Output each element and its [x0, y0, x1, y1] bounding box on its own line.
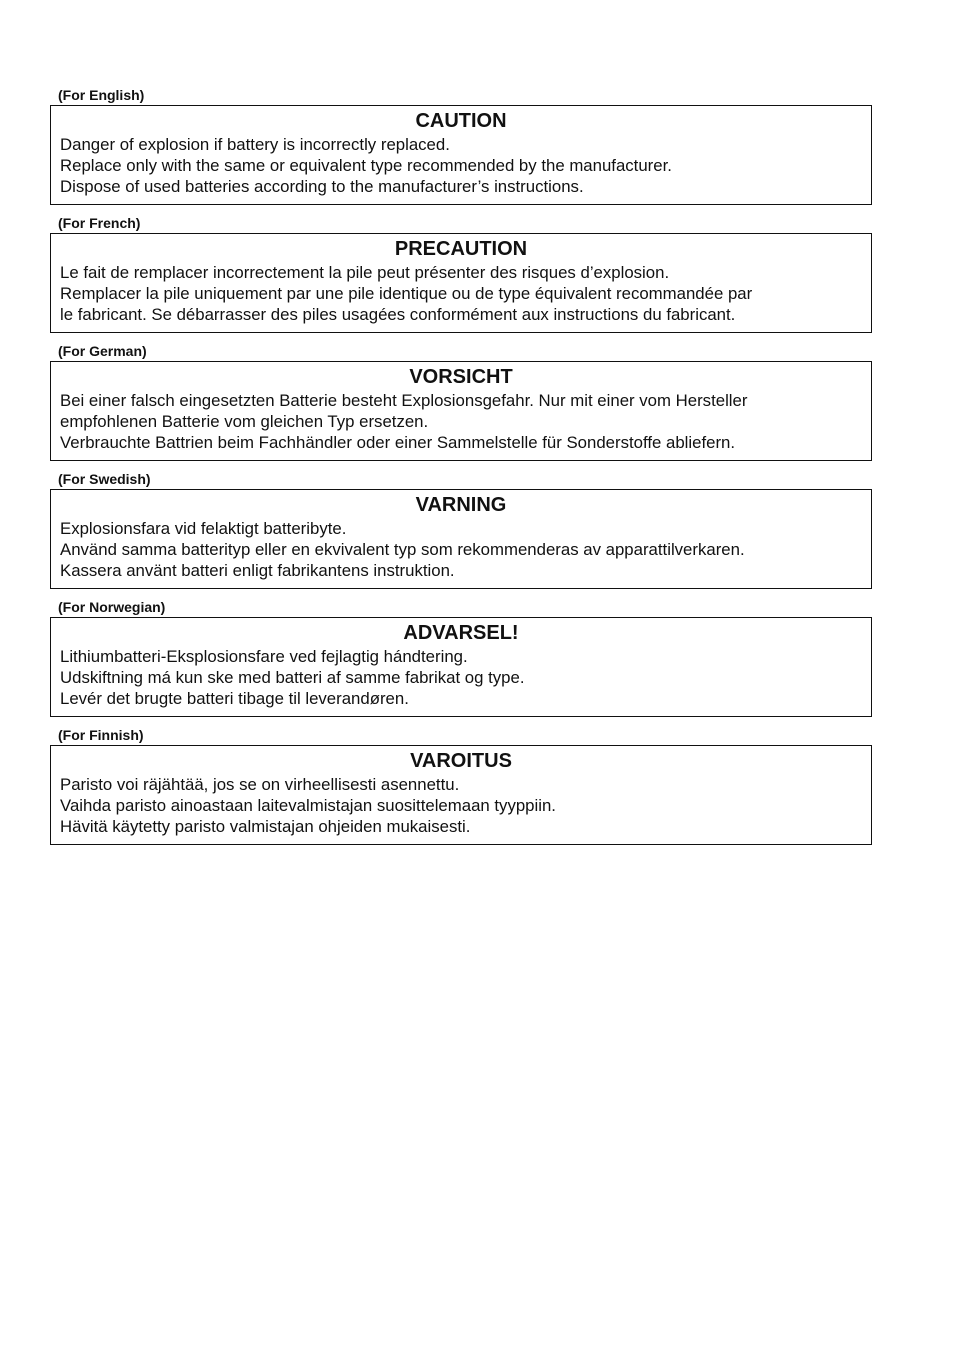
- warning-box: [50, 105, 872, 205]
- warning-title: PRECAUTION: [394, 238, 528, 260]
- warning-title: VORSICHT: [409, 366, 513, 388]
- warning-box: [50, 617, 872, 717]
- warning-box: [50, 361, 872, 461]
- language-label: (For French): [58, 215, 141, 231]
- warning-box: [50, 745, 872, 845]
- battery-warning-document: [50, 85, 872, 845]
- section-english: [50, 85, 872, 205]
- language-label: (For Finnish): [58, 727, 144, 743]
- warning-text: [60, 390, 862, 453]
- section-swedish: [50, 469, 872, 589]
- warning-line: Kassera använt batteri enligt fabrikantens instruktion.: [60, 561, 455, 580]
- warning-box: [50, 233, 872, 333]
- language-label: (For Norwegian): [58, 599, 166, 615]
- language-label: (For Swedish): [58, 471, 151, 487]
- warning-text: [60, 646, 862, 709]
- warning-line: empfohlenen Batterie vom gleichen Typ ersetzen.: [60, 412, 429, 431]
- section-finnish: [50, 725, 872, 845]
- warning-line: Remplacer la pile uniquement par une pile identique ou de type équivalent recommandée par: [60, 284, 753, 303]
- warning-line: Vaihda paristo ainoastaan laitevalmistajan suosittelemaan tyyppiin.: [60, 796, 556, 815]
- warning-title: VARNING: [415, 494, 507, 516]
- warning-title: VAROITUS: [410, 750, 512, 772]
- language-label: (For German): [58, 343, 147, 359]
- warning-text: [60, 774, 862, 837]
- warning-line: Le fait de remplacer incorrectement la pile peut présenter des risques d’explosion.: [60, 263, 670, 282]
- warning-title: CAUTION: [415, 110, 507, 132]
- warning-line: Udskiftning má kun ske med batteri af samme fabrikat og type.: [60, 668, 525, 687]
- section-german: [50, 341, 872, 461]
- warning-line: Paristo voi räjähtää, jos se on virheellisesti asennettu.: [60, 775, 460, 794]
- warning-line: Bei einer falsch eingesetzten Batterie besteht Explosionsgefahr. Nur mit einer vom Hersteller: [60, 391, 748, 410]
- language-label: (For English): [58, 87, 145, 103]
- warning-line: Lithiumbatteri-Eksplosionsfare ved fejlagtig hándtering.: [60, 647, 468, 666]
- warning-line: Danger of explosion if battery is incorrectly replaced.: [60, 135, 450, 154]
- warning-line: Dispose of used batteries according to the manufacturer’s instructions.: [60, 177, 584, 196]
- warning-line: Levér det brugte batteri tibage til leverandøren.: [60, 689, 409, 708]
- warning-text: [60, 262, 862, 325]
- warning-title: ADVARSEL!: [403, 622, 519, 644]
- warning-text: [60, 518, 862, 581]
- warning-box: [50, 489, 872, 589]
- warning-line: le fabricant. Se débarrasser des piles usagées conformément aux instructions du fabricant.: [60, 305, 736, 324]
- warning-line: Verbrauchte Battrien beim Fachhändler oder einer Sammelstelle für Sonderstoffe abliefern.: [60, 433, 736, 452]
- warning-line: Replace only with the same or equivalent type recommended by the manufacturer.: [60, 156, 672, 175]
- warning-line: Explosionsfara vid felaktigt batteribyte.: [60, 519, 347, 538]
- warning-line: Använd samma batterityp eller en ekvivalent typ som rekommenderas av apparattilverkaren.: [60, 540, 745, 559]
- section-french: [50, 213, 872, 333]
- section-norwegian: [50, 597, 872, 717]
- warning-line: Hävitä käytetty paristo valmistajan ohjeiden mukaisesti.: [60, 817, 471, 836]
- warning-text: [60, 134, 862, 197]
